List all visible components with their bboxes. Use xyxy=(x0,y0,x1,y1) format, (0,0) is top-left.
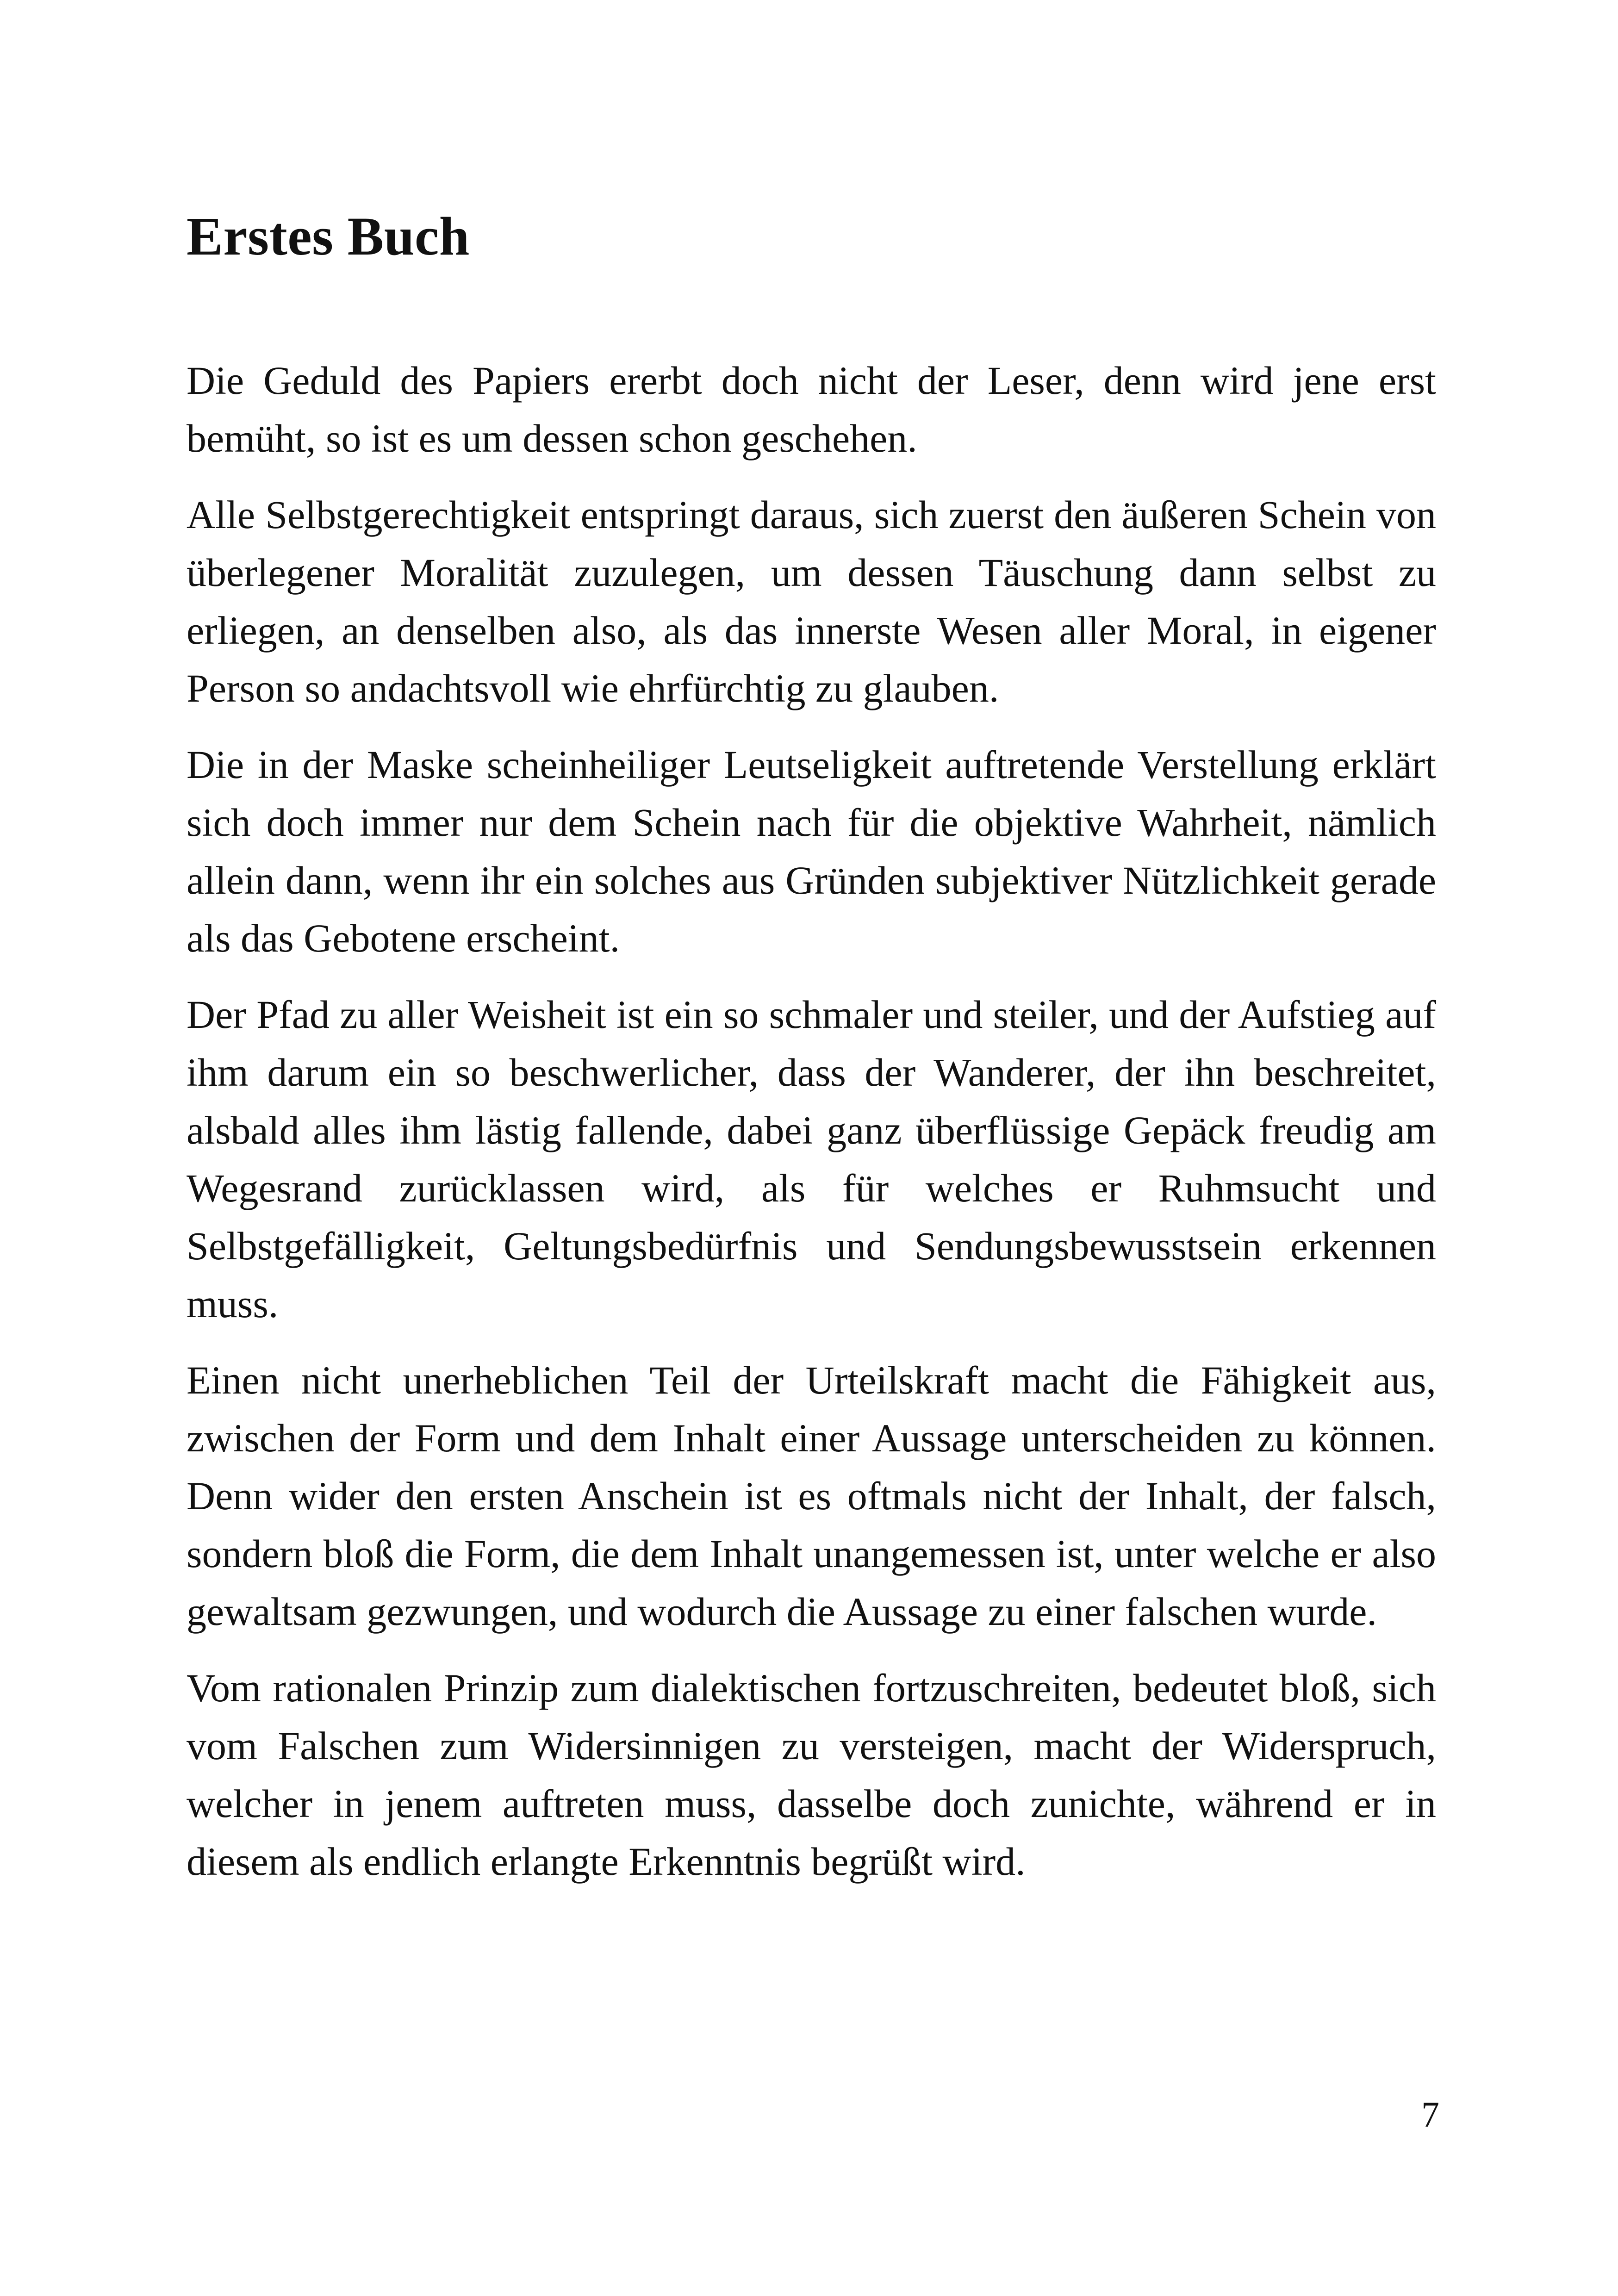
paragraph-4: Der Pfad zu aller Weisheit ist ein so schmaler und steiler, und der Aufstieg auf ihm darum ein so beschwerlicher, dass der Wanderer, der ihn beschreitet, alsbald alles ihm lästig fallende, dabei ganz überflüssige Gepäck freudig am Wegesrand zurücklassen wird, als für welches er Ruhmsucht und Selbstgefälligkeit, Geltungsbedürfnis und Sendungsbewusstsein erkennen muss. xyxy=(187,992,1436,1326)
paragraph-3: Die in der Maske scheinheiliger Leutseligkeit auftretende Verstellung erklärt sich doch immer nur dem Schein nach für die objektive Wahrheit, nämlich allein dann, wenn ihr ein solches aus Gründen subjektiver Nützlichkeit gerade als das Gebotene erscheint. xyxy=(187,742,1436,960)
body-text xyxy=(187,352,1436,1909)
paragraph-6: Vom rationalen Prinzip zum dialektischen fortzuschreiten, bedeutet bloß, sich vom Falschen zum Widersinnigen zu versteigen, macht der Widerspruch, welcher in jenem auftreten muss, dasselbe doch zunichte, während er in diesem als endlich erlangte Erkenntnis begrüßt wird. xyxy=(187,1666,1436,1884)
chapter-heading: Erstes Buch xyxy=(187,206,470,267)
paragraph-1: Die Geduld des Papiers ererbt doch nicht der Leser, denn wird jene erst bemüht, so ist es um dessen schon geschehen. xyxy=(187,358,1436,460)
page-number: 7 xyxy=(1421,2094,1439,2134)
paragraph-5: Einen nicht unerheblichen Teil der Urteilskraft macht die Fähigkeit aus, zwischen der Form und dem Inhalt einer Aussage unterscheiden zu können. Denn wider den ersten Anschein ist es oftmals nicht der Inhalt, der falsch, sondern bloß die Form, die dem Inhalt unangemessen ist, unter welche er also gewaltsam gezwungen, und wodurch die Aussage zu einer falschen wurde. xyxy=(187,1358,1436,1634)
paragraph-2: Alle Selbstgerechtigkeit entspringt daraus, sich zuerst den äußeren Schein von überlegener Moralität zuzulegen, um dessen Täuschung dann selbst zu erliegen, an denselben also, als das innerste Wesen aller Moral, in eigener Person so andachtsvoll wie ehrfürchtig zu glauben. xyxy=(187,492,1436,710)
